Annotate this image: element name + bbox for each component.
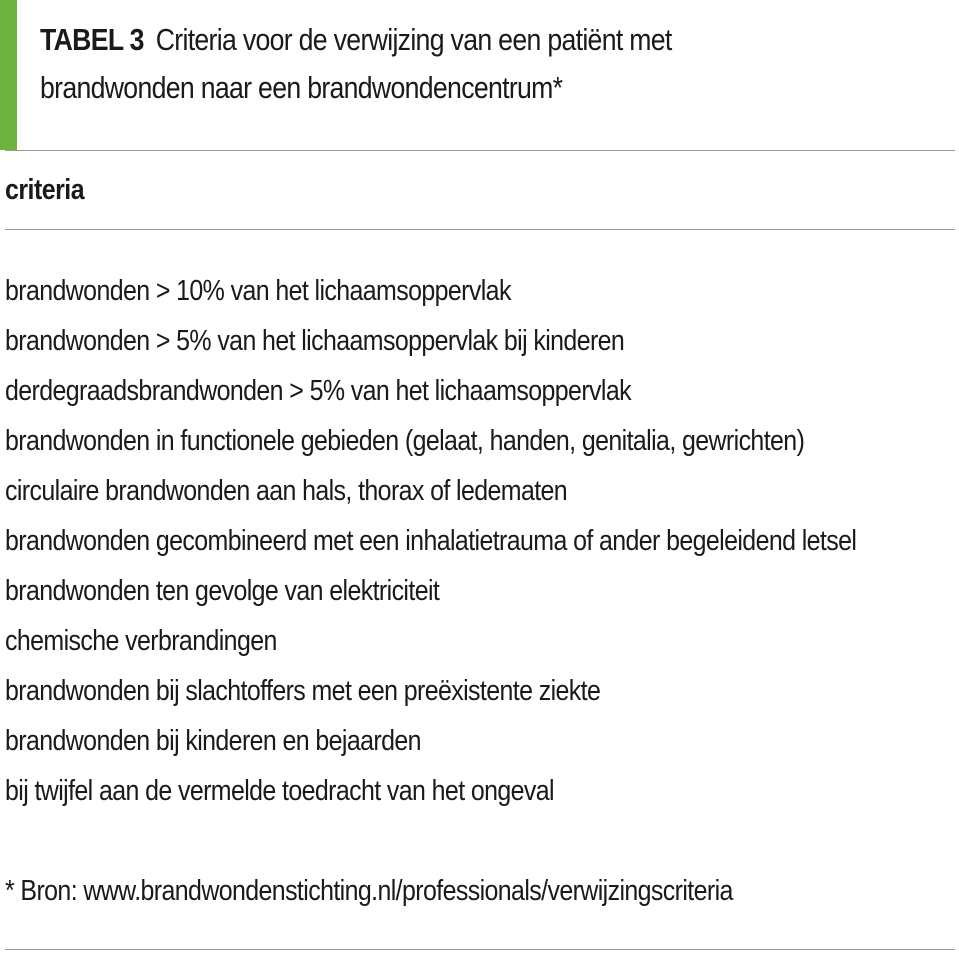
criteria-row: brandwonden > 5% van het lichaamsoppervlak bij kinderen [5,325,625,357]
criteria-row: brandwonden > 10% van het lichaamsoppervlak [5,275,511,307]
divider-header [5,229,955,230]
criteria-row: chemische verbrandingen [5,625,277,657]
criteria-row: bij twijfel aan de vermelde toedracht van het ongeval [5,775,555,807]
criteria-row: brandwonden bij kinderen en bejaarden [5,725,421,757]
criteria-row: derdegraadsbrandwonden > 5% van het lichaamsoppervlak [5,375,631,407]
table-title-block [0,0,959,150]
criteria-row: brandwonden ten gevolge van elektriciteit [5,575,440,607]
column-header: criteria [5,174,85,206]
table-label: TABEL 3 [40,22,144,57]
criteria-row: brandwonden bij slachtoffers met een preëxistente ziekte [5,675,601,707]
source-footnote: * Bron: www.brandwondenstichting.nl/professionals/verwijzingscriteria [5,875,733,907]
divider-top [5,150,955,151]
table-title [40,16,814,112]
table-title-line-1: Criteria voor de verwijzing van een patiënt met [155,22,672,57]
criteria-list [5,266,959,816]
criteria-row: brandwonden in functionele gebieden (gelaat, handen, genitalia, gewrichten) [5,425,805,457]
criteria-row: circulaire brandwonden aan hals, thorax of ledematen [5,475,568,507]
divider-bottom [5,949,955,950]
accent-bar [0,0,17,150]
criteria-row: brandwonden gecombineerd met een inhalatietrauma of ander begeleidend letsel [5,525,857,557]
table-title-line-2: brandwonden naar een brandwondencentrum* [40,70,563,105]
